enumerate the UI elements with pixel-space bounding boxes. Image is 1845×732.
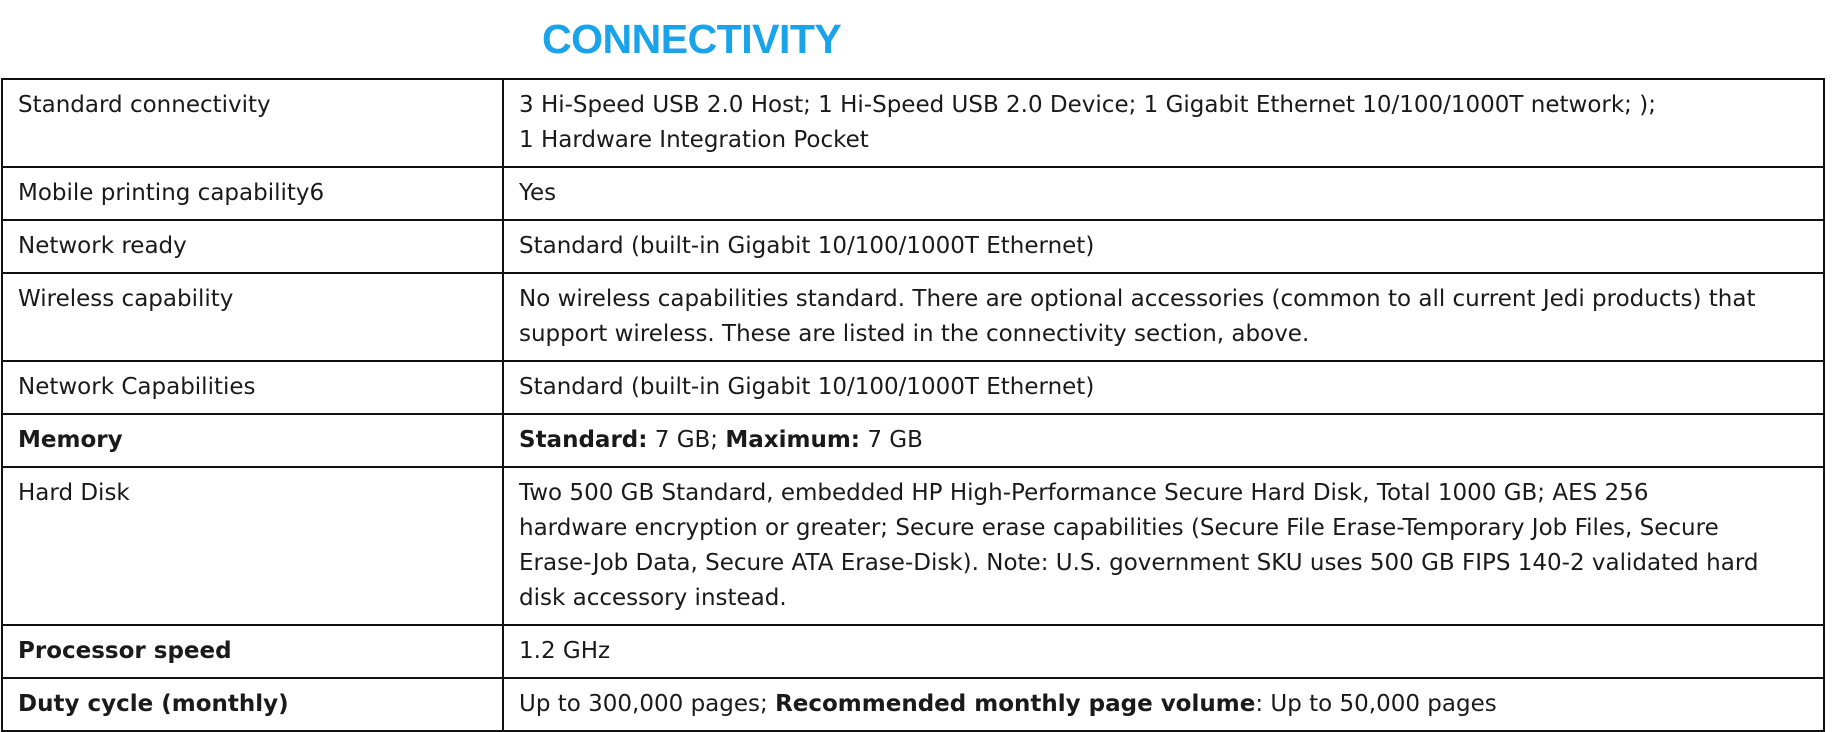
table-row [2, 220, 1824, 273]
row-value-mobile-printing: Yes [503, 167, 1824, 220]
value-line: support wireless. These are listed in the connectivity section, above. [519, 321, 1310, 347]
value-line: Erase-Job Data, Secure ATA Erase-Disk). Note: U.S. government SKU uses 500 GB FIPS 140-2 validated hard [519, 550, 1759, 576]
row-label-wireless-capability: Wireless capability [2, 273, 503, 361]
row-label-mobile-printing: Mobile printing capability6 [2, 167, 503, 220]
row-label-standard-connectivity: Standard connectivity [2, 79, 503, 167]
value-line: Two 500 GB Standard, embedded HP High-Performance Secure Hard Disk, Total 1000 GB; AES 256 [519, 480, 1649, 506]
value-line: 1 Hardware Integration Pocket [519, 127, 869, 153]
row-value-network-ready: Standard (built-in Gigabit 10/100/1000T Ethernet) [503, 220, 1824, 273]
specifications-table [1, 78, 1825, 732]
row-value-wireless-capability [503, 273, 1824, 361]
table-row [2, 678, 1824, 731]
table-row [2, 361, 1824, 414]
memory-maximum-value: 7 GB [860, 427, 923, 453]
value-line: disk accessory instead. [519, 585, 787, 611]
table-row [2, 79, 1824, 167]
row-value-processor-speed: 1.2 GHz [503, 625, 1824, 678]
row-label-network-capabilities: Network Capabilities [2, 361, 503, 414]
memory-maximum-label: Maximum: [725, 427, 861, 453]
row-value-hard-disk [503, 467, 1824, 625]
recommended-volume-value: : Up to 50,000 pages [1255, 691, 1497, 717]
row-label-processor-speed: Processor speed [2, 625, 503, 678]
value-line: 3 Hi-Speed USB 2.0 Host; 1 Hi-Speed USB 2.0 Device; 1 Gigabit Ethernet 10/100/1000T network; ); [519, 92, 1656, 118]
table-row [2, 625, 1824, 678]
row-value-network-capabilities: Standard (built-in Gigabit 10/100/1000T Ethernet) [503, 361, 1824, 414]
row-value-standard-connectivity [503, 79, 1824, 167]
recommended-volume-label: Recommended monthly page volume [775, 691, 1256, 717]
value-line: hardware encryption or greater; Secure erase capabilities (Secure File Erase-Temporary Job Files, Secure [519, 515, 1719, 541]
value-line: No wireless capabilities standard. There are optional accessories (common to all current Jedi products) that [519, 286, 1756, 312]
memory-standard-value: 7 GB; [647, 427, 726, 453]
memory-standard-label: Standard: [519, 427, 648, 453]
row-label-memory: Memory [2, 414, 503, 467]
table-row [2, 273, 1824, 361]
row-label-hard-disk: Hard Disk [2, 467, 503, 625]
row-value-duty-cycle [503, 678, 1824, 731]
row-value-memory [503, 414, 1824, 467]
section-title: CONNECTIVITY [542, 16, 842, 62]
table-row [2, 467, 1824, 625]
table-row [2, 414, 1824, 467]
duty-cycle-value: Up to 300,000 pages; [519, 691, 776, 717]
row-label-network-ready: Network ready [2, 220, 503, 273]
table-row [2, 167, 1824, 220]
row-label-duty-cycle: Duty cycle (monthly) [2, 678, 503, 731]
